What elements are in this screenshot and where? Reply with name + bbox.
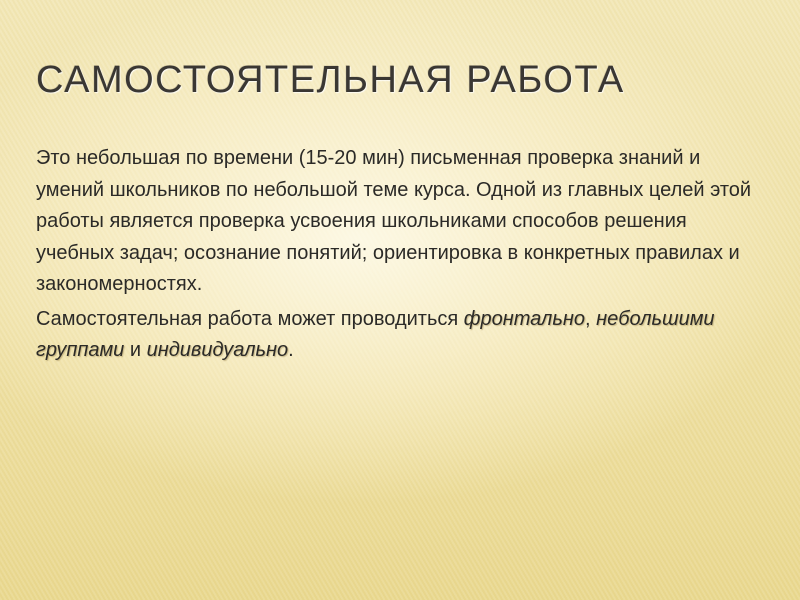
form-small-groups: небольшими группами: [36, 307, 715, 361]
slide-title: САМОСТОЯТЕЛЬНАЯ РАБОТА: [36, 59, 625, 101]
paragraph-forms: [36, 304, 756, 367]
paragraph-definition: Это небольшая по времени (15-20 мин) письменная проверка знаний и умений школьников по небольшой теме курса. Одной из главных целей этой работы является проверка усвоения школьниками способов решения учебных задач; осознание понятий; ориентировка в конкретных правилах и закономерностях.: [36, 147, 752, 295]
slide-body: [36, 143, 756, 367]
form-individual: индивидуально: [146, 339, 289, 361]
form-frontal: фронтально: [463, 307, 585, 330]
separator-comma: ,: [585, 307, 597, 330]
separator-and: и: [124, 339, 147, 361]
forms-intro-text: Самостоятельная работа может проводиться: [36, 307, 464, 330]
sentence-end: .: [288, 339, 294, 361]
